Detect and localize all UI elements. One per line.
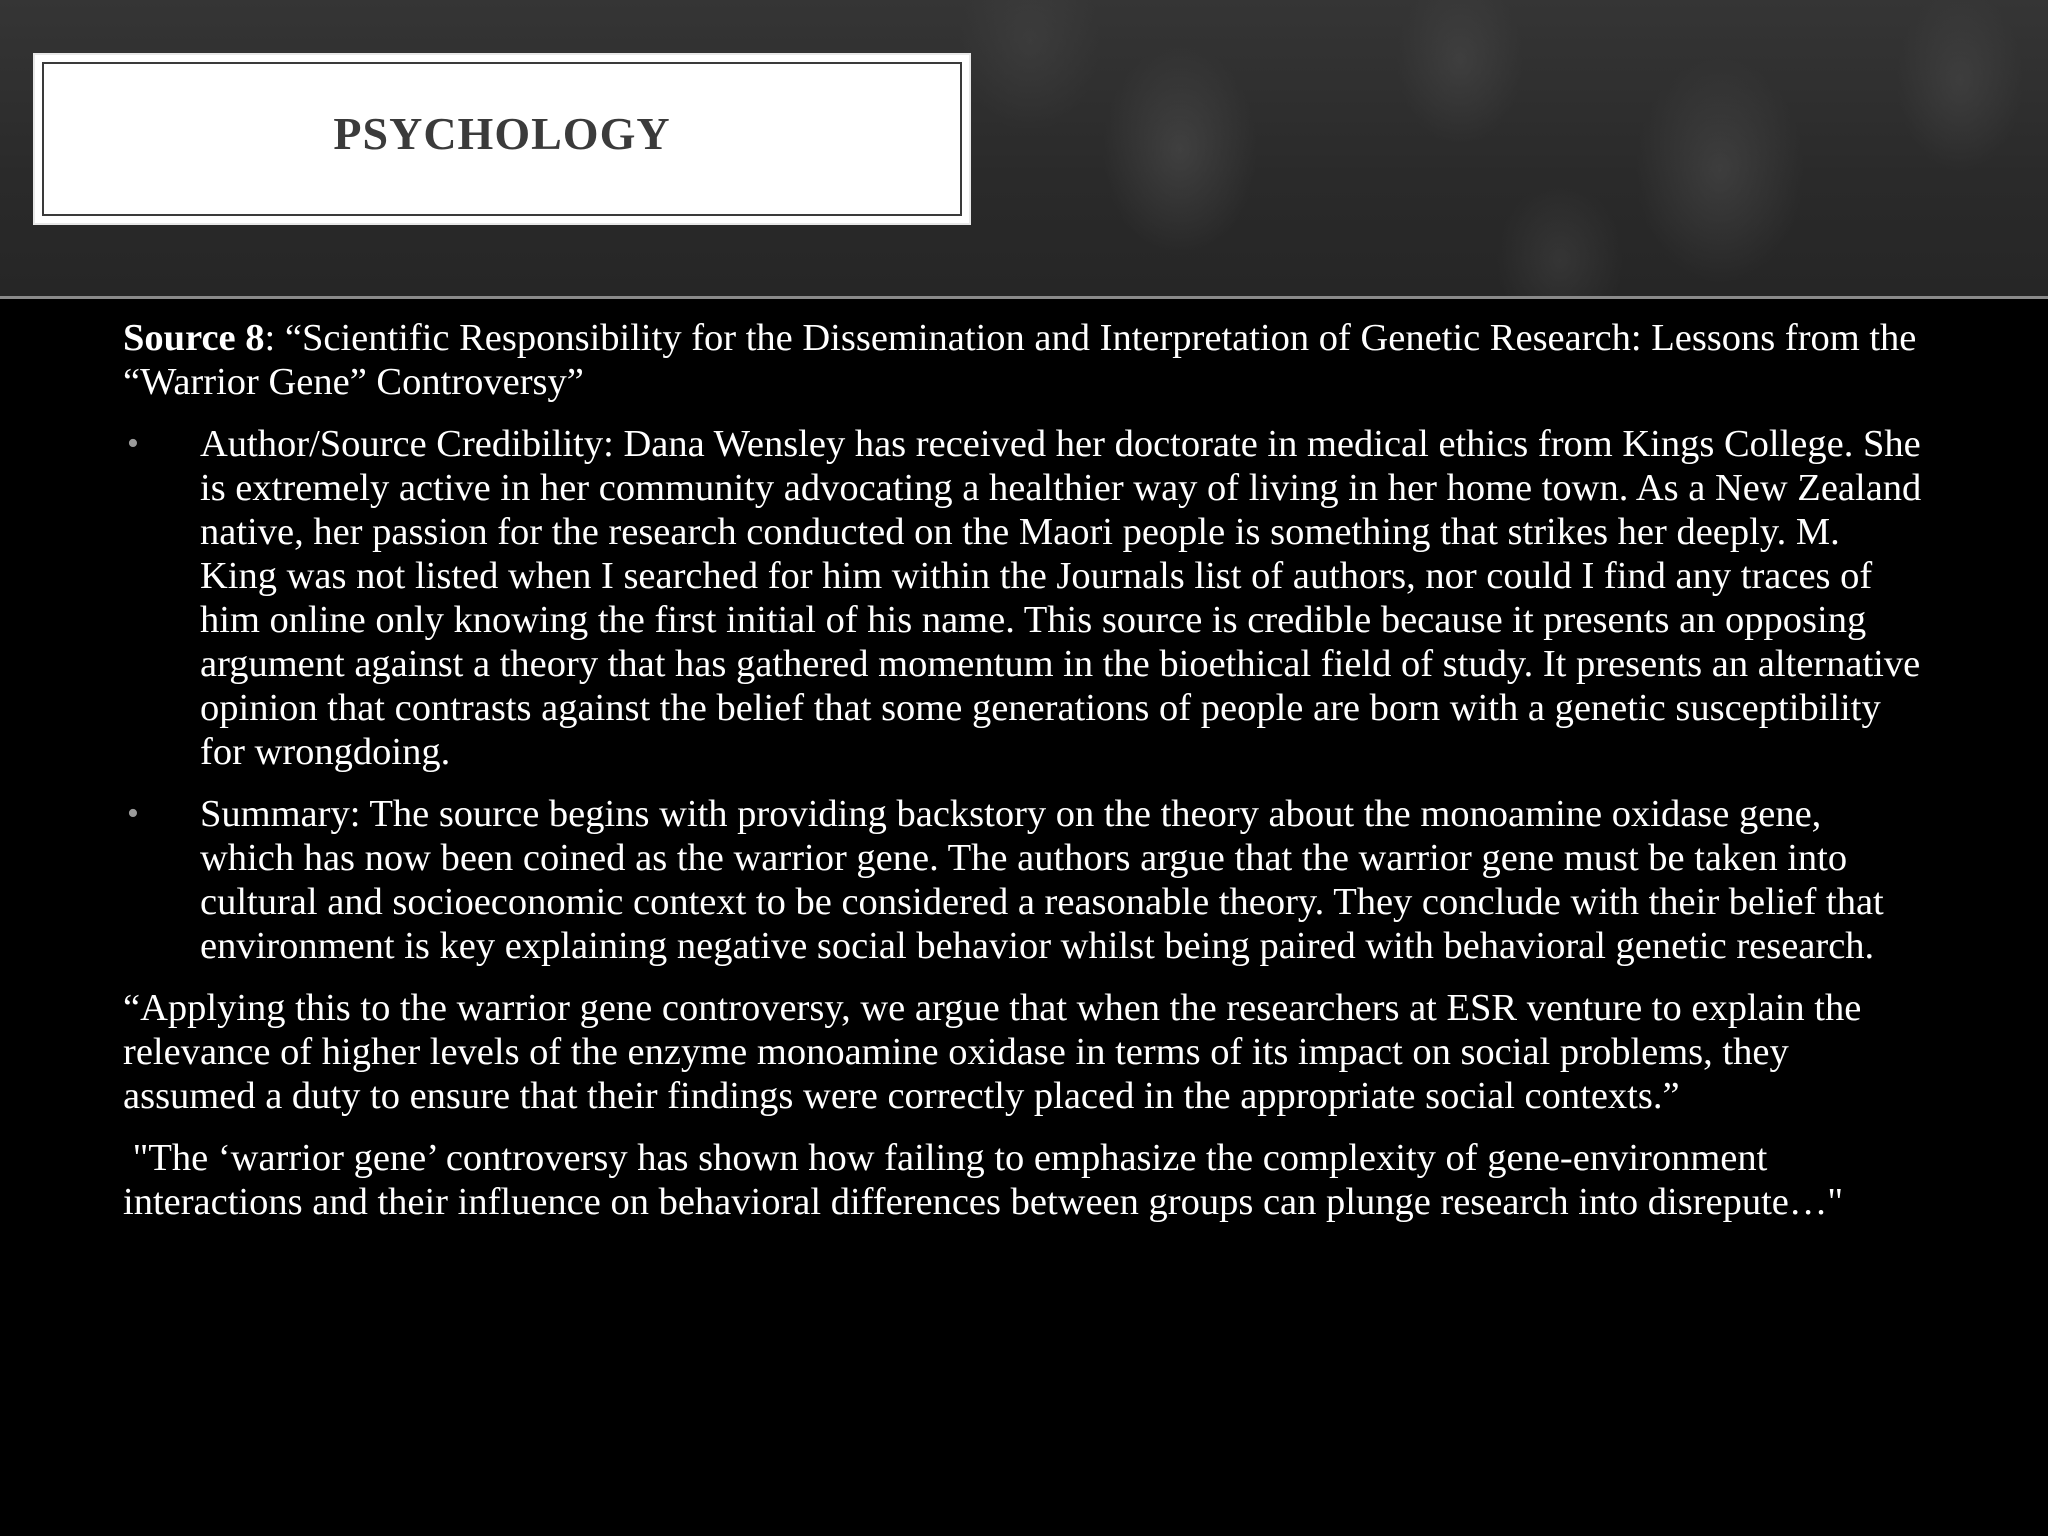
quote-warrior-gene: "The ‘warrior gene’ controversy has shown how failing to emphasize the complexity of gene-environment interactions and their influence on behavioral differences between groups can plunge research into disrepute…" bbox=[123, 1137, 1844, 1223]
slide-body bbox=[123, 316, 1923, 1242]
bullet-icon: • bbox=[127, 425, 139, 462]
header-divider bbox=[0, 296, 2048, 299]
bullet-credibility bbox=[123, 422, 1923, 774]
source-heading bbox=[123, 316, 1923, 404]
source-label: Source 8 bbox=[123, 317, 265, 359]
quote-applying: “Applying this to the warrior gene controversy, we argue that when the researchers at ESR venture to explain the relevance of higher levels of the enzyme monoamine oxidase in terms of its impact on social problems, they assumed a duty to ensure that their findings were correctly placed in the appropriate social contexts.” bbox=[123, 987, 1862, 1117]
bullet-text: Author/Source Credibility: Dana Wensley has received her doctorate in medical ethics from Kings College. She is extremely active in her community advocating a healthier way of living in her home town. As a New Zealand native, her passion for the research conducted on the Maori people is something that strikes her deeply. M. King was not listed when I searched for him within the Journals list of authors, nor could I find any traces of him online only knowing the first initial of his name. This source is credible because it presents an opposing argument against a theory that has gathered momentum in the bioethical field of study. It presents an alternative opinion that contrasts against the belief that some generations of people are born with a genetic susceptibility for wrongdoing. bbox=[200, 423, 1922, 773]
bullet-text: Summary: The source begins with providing backstory on the theory about the monoamine oxidase gene, which has now been coined as the warrior gene. The authors argue that the warrior gene must be taken into cultural and socioeconomic context to be considered a reasonable theory. They conclude with their belief that environment is key explaining negative social behavior whilst being paired with behavioral genetic research. bbox=[200, 793, 1884, 967]
source-title: : “Scientific Responsibility for the Dissemination and Interpretation of Genetic Research: Lessons from the “Warrior Gene” Controversy” bbox=[123, 317, 1917, 403]
title-box bbox=[33, 53, 971, 225]
bullet-icon: • bbox=[127, 795, 139, 832]
bullet-summary bbox=[123, 792, 1923, 968]
slide-title: PSYCHOLOGY bbox=[333, 107, 671, 159]
